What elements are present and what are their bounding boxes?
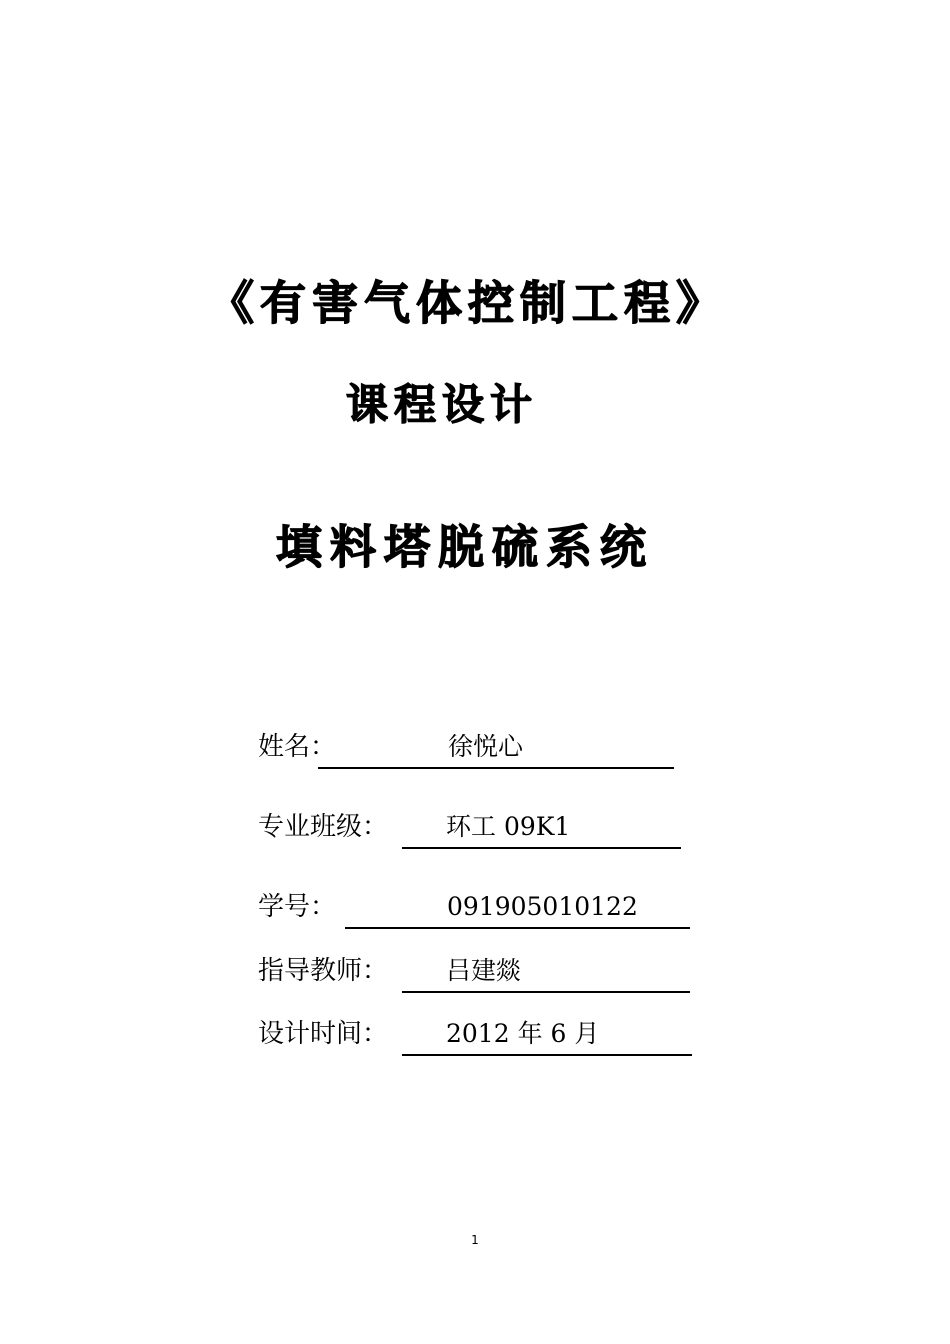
name-label: 姓名： — [258, 732, 337, 762]
page-number: 1 — [471, 1233, 479, 1247]
course-subtitle: 课程设计 — [346, 380, 539, 429]
student-id-underline — [345, 887, 690, 929]
advisor-value: 吕建燚 — [446, 956, 522, 985]
major-class-underline — [402, 807, 681, 849]
design-time-underline — [402, 1014, 692, 1056]
design-time-label: 设计时间： — [258, 1019, 389, 1049]
name-underline — [318, 727, 674, 769]
advisor-label: 指导教师： — [258, 956, 389, 986]
project-title: 填料塔脱硫系统 — [276, 520, 654, 574]
course-title: 《有害气体控制工程》 — [208, 276, 728, 330]
design-time-value: 2012 年 6 月 — [446, 1019, 600, 1048]
major-class-value: 环工 09K1 — [446, 812, 571, 841]
student-id-value: 091905010122 — [447, 892, 638, 921]
advisor-underline — [402, 951, 690, 993]
major-class-label: 专业班级： — [258, 812, 389, 842]
name-value: 徐悦心 — [448, 732, 524, 761]
student-id-label: 学号： — [258, 892, 337, 922]
